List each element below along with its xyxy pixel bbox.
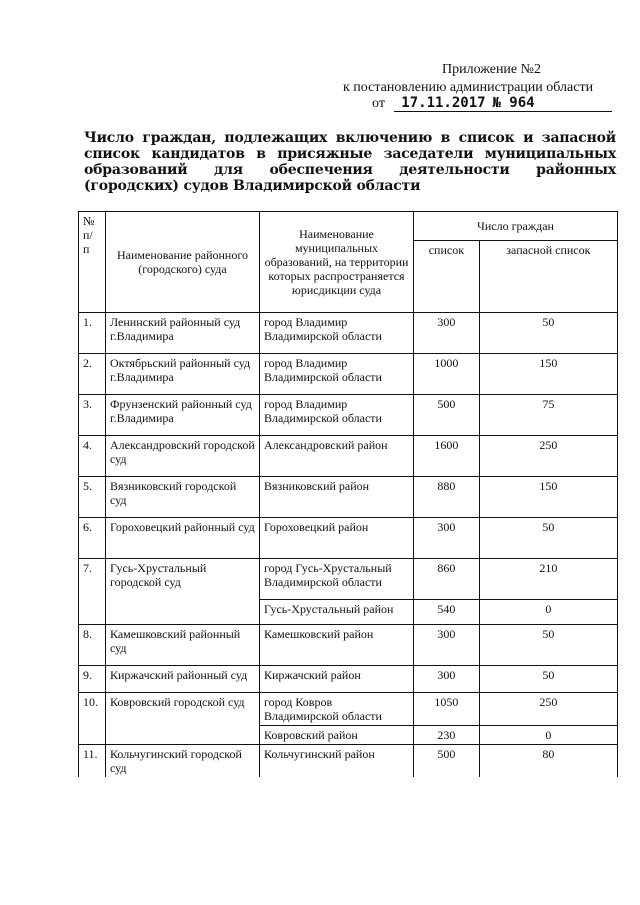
row-municipality: Александровский район [260, 436, 414, 477]
header-num: № п/ п [79, 212, 106, 313]
row-municipality: город Владимир Владимирской области [260, 395, 414, 436]
row-court: Ковровский городской суд [106, 693, 260, 745]
row-municipality: Вязниковский район [260, 477, 414, 518]
row-num: 6. [79, 518, 106, 559]
row-list: 300 [414, 518, 480, 559]
row-num: 5. [79, 477, 106, 518]
table-row [79, 745, 618, 778]
table-row [79, 666, 618, 693]
row-court: Александровский городской суд [106, 436, 260, 477]
jurors-table [78, 211, 618, 777]
appendix-reference: к постановлению администрации области [343, 80, 594, 95]
row-reserve: 0 [479, 726, 617, 745]
row-reserve: 80 [479, 745, 617, 778]
row-court: Фрунзенский районный суд г.Владимира [106, 395, 260, 436]
row-court: Кольчугинский городской суд [106, 745, 260, 778]
row-municipality: город Владимир Владимирской области [260, 354, 414, 395]
row-court: Ленинский районный суд г.Владимира [106, 313, 260, 354]
table-row [79, 395, 618, 436]
row-municipality: Гусь-Хрустальный район [260, 600, 414, 625]
table-row [79, 436, 618, 477]
row-list: 880 [414, 477, 480, 518]
row-list: 230 [414, 726, 480, 745]
row-court: Октябрьский районный суд г.Владимира [106, 354, 260, 395]
row-list: 300 [414, 313, 480, 354]
row-num: 11. [79, 745, 106, 778]
header-list: список [414, 241, 480, 313]
row-reserve: 250 [479, 436, 617, 477]
handwritten-date: 17.11.2017 [401, 95, 486, 111]
appendix-date-row [372, 96, 612, 112]
row-court: Камешковский районный суд [106, 625, 260, 666]
row-municipality: Камешковский район [260, 625, 414, 666]
row-municipality: город Владимир Владимирской области [260, 313, 414, 354]
handwritten-number: № 964 [492, 95, 535, 111]
row-court: Киржачский районный суд [106, 666, 260, 693]
row-municipality: Ковровский район [260, 726, 414, 745]
row-municipality: Киржачский район [260, 666, 414, 693]
row-num: 9. [79, 666, 106, 693]
row-list: 1000 [414, 354, 480, 395]
row-list: 1600 [414, 436, 480, 477]
table-row [79, 354, 618, 395]
row-list: 500 [414, 745, 480, 778]
row-num: 1. [79, 313, 106, 354]
row-reserve: 75 [479, 395, 617, 436]
row-num: 10. [79, 693, 106, 745]
row-num: 8. [79, 625, 106, 666]
row-reserve: 150 [479, 354, 617, 395]
row-court: Вязниковский городской суд [106, 477, 260, 518]
row-reserve: 50 [479, 518, 617, 559]
row-reserve: 50 [479, 666, 617, 693]
row-municipality: Гороховецкий район [260, 518, 414, 559]
row-court: Гусь-Хрустальный городской суд [106, 559, 260, 625]
row-num: 4. [79, 436, 106, 477]
header-municipality: Наименование муниципальных образований, на территории которых распространяется юрисдикции суда [260, 212, 414, 313]
table-row [79, 693, 618, 726]
row-reserve: 210 [479, 559, 617, 600]
number-field [492, 96, 612, 112]
appendix-title: Приложение №2 [442, 62, 541, 77]
row-reserve: 250 [479, 693, 617, 726]
header-court: Наименование районного (городского) суда [106, 212, 260, 313]
table-row [79, 477, 618, 518]
date-prefix: от [372, 96, 385, 111]
row-list: 540 [414, 600, 480, 625]
row-list: 300 [414, 625, 480, 666]
table-row [79, 518, 618, 559]
row-municipality: город Ковров Владимирской области [260, 693, 414, 726]
table-header-row [79, 212, 618, 241]
header-reserve: запасной список [479, 241, 617, 313]
row-reserve: 150 [479, 477, 617, 518]
table-row [79, 625, 618, 666]
row-reserve: 50 [479, 625, 617, 666]
row-num: 7. [79, 559, 106, 625]
row-list: 300 [414, 666, 480, 693]
row-list: 1050 [414, 693, 480, 726]
row-court: Гороховецкий районный суд [106, 518, 260, 559]
row-num: 2. [79, 354, 106, 395]
row-municipality: город Гусь-Хрустальный Владимирской области [260, 559, 414, 600]
row-list: 860 [414, 559, 480, 600]
table-row [79, 313, 618, 354]
row-reserve: 0 [479, 600, 617, 625]
header-count: Число граждан [414, 212, 618, 241]
table-row [79, 559, 618, 600]
row-num: 3. [79, 395, 106, 436]
row-reserve: 50 [479, 313, 617, 354]
row-municipality: Кольчугинский район [260, 745, 414, 778]
row-list: 500 [414, 395, 480, 436]
date-field [394, 96, 492, 112]
document-title: Число граждан, подлежащих включению в список и запасной список кандидатов в присяжные заседатели муниципальных образований для обеспечения деятельности районных (городских) судов Владимирской области [84, 130, 616, 194]
